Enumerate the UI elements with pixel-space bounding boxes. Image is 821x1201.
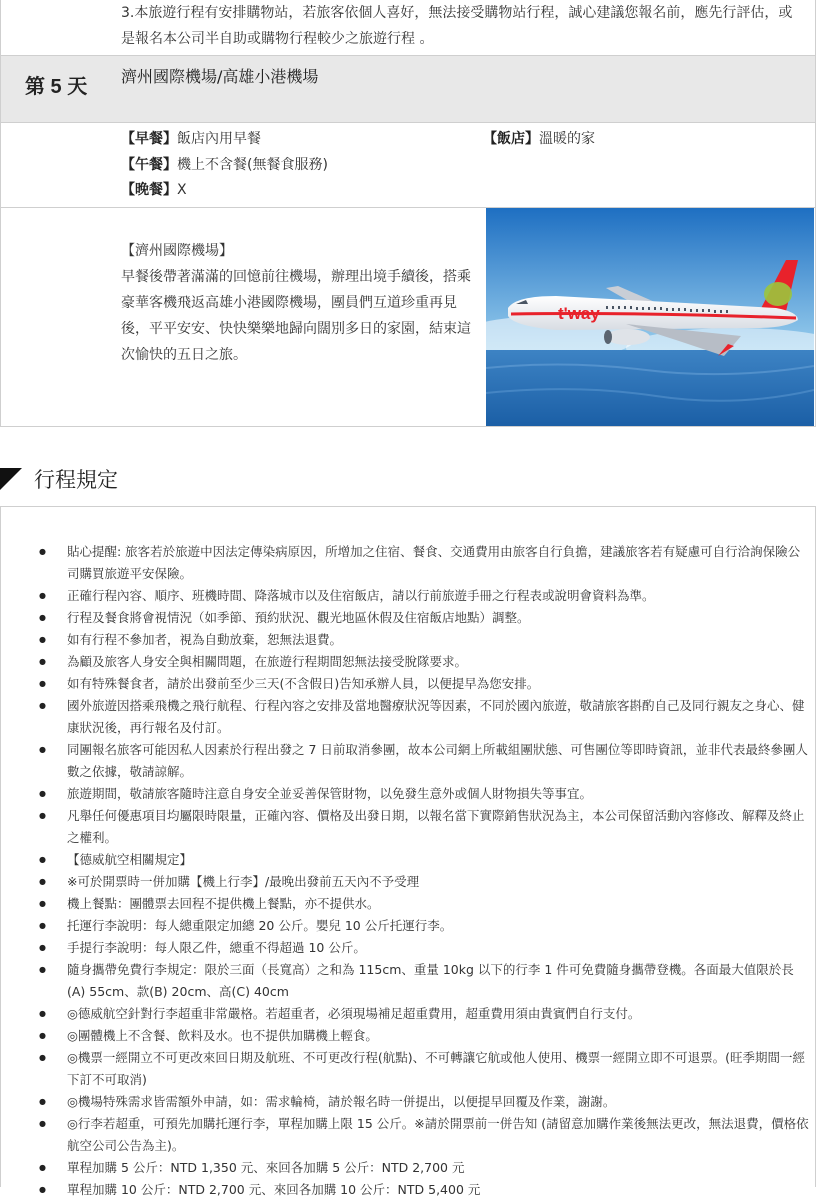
rule-item: ● 隨身攜帶免費行李規定：限於三面（長寬高）之和為 115cm、重量 10kg 以下的行李 1 件可免費隨身攜帶登機。各面最大值限於長(A) 55cm、款(B) 20cm、高(C) 40cm xyxy=(39,959,809,1003)
rules-section-header xyxy=(0,460,814,500)
rule-item: ● 凡舉任何優惠項目均屬限時限量，正確內容、價格及出發日期，以報名當下實際銷售狀況為主，本公司保留活動內容修改、解釋及終止之權利。 xyxy=(39,805,809,849)
description-text: 早餐後帶著滿滿的回憶前往機場，辦理出境手續後，搭乘豪華客機飛返高雄小港國際機場，團員們互道珍重再見後，平平安安、快快樂樂地歸向闊別多日的家園，結束這次愉快的五日之旅。 xyxy=(121,269,471,363)
rule-item: ● ◎團體機上不含餐、飲料及水。也不提供加購機上輕食。 xyxy=(39,1025,809,1047)
day-label: 第 5 天 xyxy=(25,76,88,98)
dinner-value: X xyxy=(177,182,187,198)
rule-item: ● ◎機場特殊需求皆需額外申請，如：需求輪椅，請於報名時一併提出，以便提早回覆及作業，謝謝。 xyxy=(39,1091,809,1113)
rule-item: ● 旅遊期間，敬請旅客隨時注意自身安全並妥善保管財物，以免發生意外或個人財物損失等事宜。 xyxy=(39,783,809,805)
rule-item: ● 國外旅遊因搭乘飛機之飛行航程、行程內容之安排及當地醫療狀況等因素，不同於國內旅遊，敬請旅客斟酌自己及同行親友之身心、健康狀況後，再行報名及付訂。 xyxy=(39,695,809,739)
rule-item: ● 如有行程不參加者，視為自動放棄，恕無法退費。 xyxy=(39,629,809,651)
rule-item: ● 行程及餐食將會視情況（如季節、預約狀況、觀光地區休假及住宿飯店地點）調整。 xyxy=(39,607,809,629)
rule-item: ● 正確行程內容、順序、班機時間、降落城市以及住宿飯店，請以行前旅遊手冊之行程表或說明會資料為準。 xyxy=(39,585,809,607)
itinerary-table xyxy=(0,0,816,427)
hotel-info xyxy=(483,129,595,149)
rule-item: ● ◎行李若超重，可預先加購托運行李，單程加購上限 15 公斤。※請於開票前一併告知 (請留意加購作業後無法更改，無法退費，價格依航空公司公告為主)。 xyxy=(39,1113,809,1157)
section-triangle-icon xyxy=(0,468,22,490)
lunch-label: 【午餐】 xyxy=(121,157,177,173)
breakfast-label: 【早餐】 xyxy=(121,131,177,147)
rule-item: ● 托運行李說明：每人總重限定加總 20 公斤。嬰兒 10 公斤托運行李。 xyxy=(39,915,809,937)
rule-item: ● ◎機票一經開立不可更改來回日期及航班、不可更改行程(航點)、不可轉讓它航或他人使用、機票一經開立即不可退票。(旺季期間一經下訂不可取消) xyxy=(39,1047,809,1091)
airplane-photo xyxy=(486,208,814,426)
rules-panel xyxy=(0,506,816,1197)
breakfast-value: 飯店內用早餐 xyxy=(177,131,261,147)
day-title: 濟州國際機場/高雄小港機場 xyxy=(121,67,319,86)
rule-item: ● 單程加購 5 公斤：NTD 1,350 元、來回各加購 5 公斤：NTD 2,700 元 xyxy=(39,1157,809,1179)
lunch-value: 機上不含餐(無餐食服務) xyxy=(177,157,328,173)
day-description xyxy=(121,238,476,368)
airline-logo-text: t'way xyxy=(558,304,600,323)
rule-item: ● 手提行李說明：每人限乙件，總重不得超過 10 公斤。 xyxy=(39,937,809,959)
day-description-row xyxy=(1,208,815,427)
rule-item: ● ※可於開票時一併加購【機上行李】/最晚出發前五天內不予受理 xyxy=(39,871,809,893)
previous-day-note-row xyxy=(1,0,815,56)
rules-section-title: 行程規定 xyxy=(34,468,118,492)
rule-item: ● 為顧及旅客人身安全與相關問題，在旅遊行程期間恕無法接受脫隊要求。 xyxy=(39,651,809,673)
previous-day-note: 3.本旅遊行程有安排購物站，若旅客依個人喜好，無法接受購物站行程，誠心建議您報名前，應先行評估，或是報名本公司半自助或購物行程較少之旅遊行程 。 xyxy=(121,5,793,47)
rule-item: ● 機上餐點：團體票去回程不提供機上餐點，亦不提供水。 xyxy=(39,893,809,915)
breakfast-info xyxy=(121,129,261,149)
rule-item: ● 如有特殊餐食者，請於出發前至少三天(不含假日)告知承辦人員，以便提早為您安排。 xyxy=(39,673,809,695)
dinner-info xyxy=(121,180,187,200)
rule-item: ● 同團報名旅客可能因私人因素於行程出發之 7 日前取消參團，故本公司網上所載組團狀態、可售團位等即時資訊，並非代表最終參團人數之依據，敬請諒解。 xyxy=(39,739,809,783)
day-header-row xyxy=(1,56,815,123)
dinner-label: 【晚餐】 xyxy=(121,182,177,198)
rule-item: ● 【德威航空相關規定】 xyxy=(39,849,809,871)
rules-list xyxy=(39,541,809,1201)
meals-row xyxy=(1,123,815,208)
lunch-info xyxy=(121,155,328,175)
rule-item: ● 貼心提醒: 旅客若於旅遊中因法定傳染病原因，所增加之住宿、餐食、交通費用由旅客自行負擔，建議旅客若有疑慮可自行洽詢保險公司購買旅遊平安保險。 xyxy=(39,541,809,585)
airplane-illustration xyxy=(486,208,814,426)
hotel-value: 溫暖的家 xyxy=(539,131,595,147)
place-name: 【濟州國際機場】 xyxy=(121,243,233,259)
rule-item: ● 單程加購 10 公斤：NTD 2,700 元、來回各加購 10 公斤：NTD 5,400 元 xyxy=(39,1179,809,1201)
rule-item: ● ◎德威航空針對行李超重非常嚴格。若超重者，必須現場補足超重費用，超重費用須由貴賓們自行支付。 xyxy=(39,1003,809,1025)
hotel-label: 【飯店】 xyxy=(483,131,539,147)
